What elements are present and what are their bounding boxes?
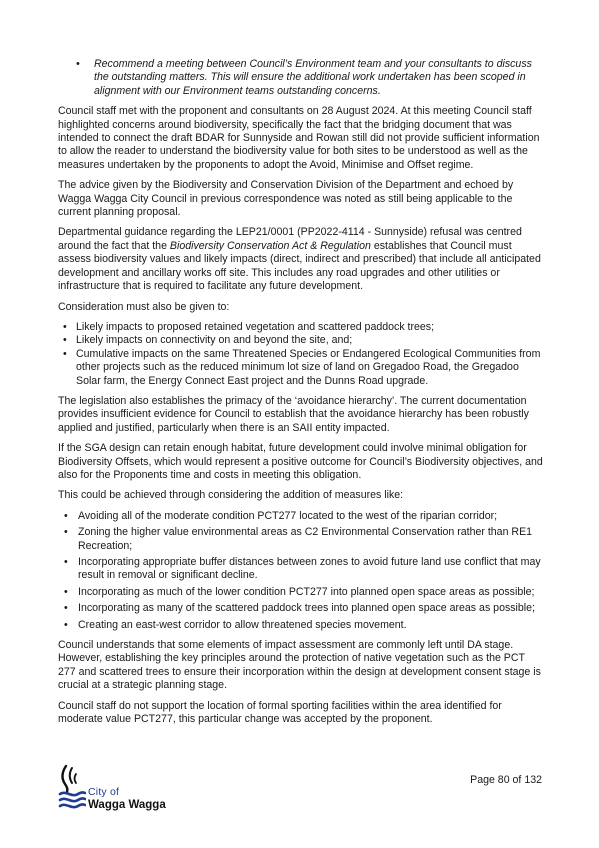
consideration-item: • Cumulative impacts on the same Threatened Species or Endangered Ecological Communities from other projects such as the reduced minimum lot size of land on Gregadoo Road, the Gregadoo Solar farm, the Energy Connect East project and the Dunns Road upgrade. — [58, 348, 544, 388]
logo-name-text: Wagga Wagga — [88, 799, 166, 811]
measure-item: • Zoning the higher value environmental areas as C2 Environmental Conservation rather than RE1 Recreation; — [58, 526, 544, 553]
measure-item: • Incorporating as many of the scattered paddock trees into planned open space areas as possible; — [58, 602, 544, 615]
paragraph-da-stage: Council understands that some elements of impact assessment are commonly left until DA stage. However, establishing the key principles around the protection of native vegetation such as the PCT 277 and scattered trees to ensure their incorporation within the design at development consent stage is crucial at a strategic planning stage. — [58, 639, 541, 692]
recommendation-list — [58, 58, 544, 98]
paragraph-sga-design: If the SGA design can retain enough habitat, future development could involve minimal obligation for Biodiversity Offsets, which would represent a positive outcome for Council’s Biodiversity objectives, and also for the Proponents time and costs in meeting this obligation. — [58, 442, 543, 481]
paragraph-guidance — [58, 226, 544, 293]
guidance-text-start: Departmental guidance regarding the LEP21/0001 (PP2022-4114 - Sunnyside) refusal was centred around the fact that the — [58, 226, 522, 252]
paragraph-consideration-intro: Consideration must also be given to: — [58, 300, 230, 313]
wagga-crest-icon — [58, 764, 86, 816]
paragraph-advice: The advice given by the Biodiversity and Conservation Division of the Department and echoed by Wagga Wagga City Council in previous correspondence was noted as still being applicable to the current planning proposal. — [58, 179, 514, 219]
council-logo — [58, 760, 188, 820]
measure-item: • Incorporating as much of the lower condition PCT277 into planned open space areas as possible; — [58, 586, 544, 599]
paragraph-legislation: The legislation also establishes the primacy of the ‘avoidance hierarchy’. The current documentation provides insufficient evidence for Council to establish that the avoidance hierarchy has been robustly applied and justified, particularly when there is an SAII entity impacted. — [58, 394, 529, 434]
consideration-item: • Likely impacts to proposed retained vegetation and scattered paddock trees; — [58, 321, 544, 334]
recommendation-item: • Recommend a meeting between Council’s Environment team and your consultants to discuss the outstanding matters. This will ensure the additional work undertaken has been scoped in alignment with our Environment teams outstanding concerns. — [58, 58, 544, 98]
consideration-item: • Likely impacts on connectivity on and beyond the site, and; — [58, 334, 544, 347]
consideration-list — [58, 321, 544, 388]
logo-city-text: City of — [88, 786, 120, 798]
document-body — [58, 58, 544, 733]
measures-list — [58, 510, 544, 632]
measure-item: • Incorporating appropriate buffer distances between zones to avoid future land use conflict that may result in removal or significant decline. — [58, 556, 544, 583]
paragraph-meeting: Council staff met with the proponent and consultants on 28 August 2024. At this meeting Council staff highlighted concerns around biodiversity, specifically the fact that the bridging document that was intended to connect the draft BDAR for Sunnyside and Rowan still did not provide sufficient information to allow the reader to understand the biodiversity value for both sites to be understood as well as the measures undertaken by the proponents to adopt the Avoid, Minimise and Offset regime. — [58, 105, 540, 171]
measure-item: • Creating an east-west corridor to allow threatened species movement. — [58, 619, 544, 632]
guidance-text-end: establishes that Council must assess biodiversity values and likely impacts (direct, indirect and prescribed) that include all anticipated development and ancillary works off site. This includes any road upgrades and other utilities or infrastructure that is required to facilitate any future development. — [58, 239, 541, 293]
guidance-act-title: Biodiversity Conservation Act & Regulation — [169, 239, 371, 252]
page-number: Page 80 of 132 — [470, 774, 542, 786]
paragraph-measures-intro: This could be achieved through considering the addition of measures like: — [58, 489, 404, 502]
measure-item: • Avoiding all of the moderate condition PCT277 located to the west of the riparian corridor; — [58, 510, 544, 523]
paragraph-sporting-facilities: Council staff do not support the location of formal sporting facilities within the area identified for moderate value PCT277, this particular change was accepted by the proponent. — [58, 699, 502, 726]
page-footer — [58, 760, 544, 820]
